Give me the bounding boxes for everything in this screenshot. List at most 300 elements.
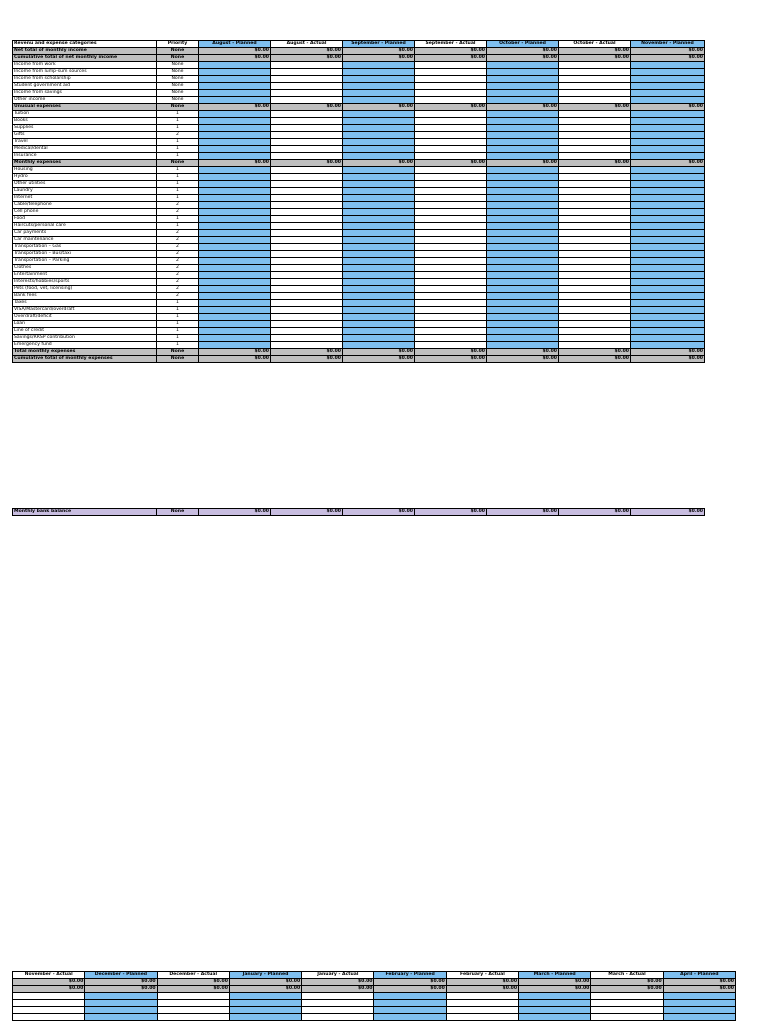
planned-cell[interactable] — [631, 223, 705, 230]
planned-cell[interactable] — [199, 293, 271, 300]
planned-cell[interactable] — [487, 111, 559, 118]
actual-cell[interactable] — [415, 244, 487, 251]
planned-cell[interactable] — [229, 1007, 301, 1014]
planned-cell[interactable] — [519, 1000, 591, 1007]
planned-cell[interactable] — [631, 62, 705, 69]
actual-cell[interactable] — [559, 167, 631, 174]
planned-cell[interactable] — [487, 97, 559, 104]
actual-cell[interactable] — [157, 1014, 229, 1021]
actual-cell[interactable] — [415, 321, 487, 328]
planned-cell[interactable] — [199, 118, 271, 125]
actual-cell[interactable] — [446, 1014, 518, 1021]
planned-cell[interactable] — [199, 188, 271, 195]
actual-cell[interactable] — [13, 993, 85, 1000]
actual-cell[interactable] — [559, 272, 631, 279]
actual-cell[interactable] — [271, 90, 343, 97]
actual-cell[interactable] — [302, 1000, 374, 1007]
actual-cell[interactable] — [559, 195, 631, 202]
actual-cell[interactable] — [415, 174, 487, 181]
actual-cell[interactable] — [415, 153, 487, 160]
actual-cell[interactable] — [415, 132, 487, 139]
planned-cell[interactable] — [199, 209, 271, 216]
actual-cell[interactable] — [271, 139, 343, 146]
planned-cell[interactable] — [374, 1014, 446, 1021]
priority-cell[interactable]: 1 — [157, 223, 199, 230]
planned-cell[interactable] — [631, 97, 705, 104]
actual-cell[interactable] — [559, 251, 631, 258]
planned-cell[interactable] — [487, 230, 559, 237]
planned-cell[interactable] — [343, 118, 415, 125]
planned-cell[interactable] — [343, 111, 415, 118]
planned-cell[interactable] — [487, 188, 559, 195]
actual-cell[interactable] — [559, 132, 631, 139]
planned-cell[interactable] — [631, 195, 705, 202]
priority-cell[interactable]: None — [157, 76, 199, 83]
planned-cell[interactable] — [199, 279, 271, 286]
planned-cell[interactable] — [199, 62, 271, 69]
actual-cell[interactable] — [559, 314, 631, 321]
planned-cell[interactable] — [199, 125, 271, 132]
planned-cell[interactable] — [487, 265, 559, 272]
actual-cell[interactable] — [415, 118, 487, 125]
planned-cell[interactable] — [343, 237, 415, 244]
priority-cell[interactable]: 2 — [157, 251, 199, 258]
actual-cell[interactable] — [559, 342, 631, 349]
planned-cell[interactable] — [631, 153, 705, 160]
actual-cell[interactable] — [415, 139, 487, 146]
priority-cell[interactable]: 1 — [157, 139, 199, 146]
planned-cell[interactable] — [199, 69, 271, 76]
planned-cell[interactable] — [487, 209, 559, 216]
planned-cell[interactable] — [631, 342, 705, 349]
priority-cell[interactable]: 1 — [157, 328, 199, 335]
planned-cell[interactable] — [343, 265, 415, 272]
planned-cell[interactable] — [343, 97, 415, 104]
planned-cell[interactable] — [343, 335, 415, 342]
actual-cell[interactable] — [271, 328, 343, 335]
planned-cell[interactable] — [229, 1000, 301, 1007]
planned-cell[interactable] — [663, 1014, 735, 1021]
priority-cell[interactable]: None — [157, 97, 199, 104]
priority-cell[interactable]: 1 — [157, 307, 199, 314]
planned-cell[interactable] — [199, 314, 271, 321]
planned-cell[interactable] — [199, 223, 271, 230]
actual-cell[interactable] — [415, 272, 487, 279]
actual-cell[interactable] — [271, 216, 343, 223]
priority-cell[interactable]: 1 — [157, 153, 199, 160]
actual-cell[interactable] — [271, 251, 343, 258]
planned-cell[interactable] — [487, 167, 559, 174]
planned-cell[interactable] — [487, 237, 559, 244]
actual-cell[interactable] — [271, 97, 343, 104]
planned-cell[interactable] — [487, 132, 559, 139]
actual-cell[interactable] — [157, 993, 229, 1000]
priority-cell[interactable]: 1 — [157, 335, 199, 342]
actual-cell[interactable] — [271, 265, 343, 272]
actual-cell[interactable] — [446, 1000, 518, 1007]
planned-cell[interactable] — [343, 216, 415, 223]
actual-cell[interactable] — [271, 321, 343, 328]
planned-cell[interactable] — [199, 216, 271, 223]
planned-cell[interactable] — [229, 993, 301, 1000]
actual-cell[interactable] — [415, 195, 487, 202]
planned-cell[interactable] — [343, 90, 415, 97]
planned-cell[interactable] — [631, 174, 705, 181]
planned-cell[interactable] — [199, 307, 271, 314]
actual-cell[interactable] — [415, 300, 487, 307]
actual-cell[interactable] — [559, 237, 631, 244]
planned-cell[interactable] — [199, 174, 271, 181]
actual-cell[interactable] — [591, 1007, 663, 1014]
actual-cell[interactable] — [415, 328, 487, 335]
priority-cell[interactable]: 1 — [157, 300, 199, 307]
planned-cell[interactable] — [487, 286, 559, 293]
planned-cell[interactable] — [487, 279, 559, 286]
actual-cell[interactable] — [13, 1000, 85, 1007]
priority-cell[interactable]: 2 — [157, 265, 199, 272]
planned-cell[interactable] — [487, 195, 559, 202]
planned-cell[interactable] — [631, 258, 705, 265]
planned-cell[interactable] — [199, 83, 271, 90]
priority-cell[interactable]: 1 — [157, 174, 199, 181]
planned-cell[interactable] — [487, 335, 559, 342]
planned-cell[interactable] — [343, 223, 415, 230]
planned-cell[interactable] — [85, 993, 157, 1000]
actual-cell[interactable] — [415, 258, 487, 265]
planned-cell[interactable] — [487, 342, 559, 349]
actual-cell[interactable] — [415, 251, 487, 258]
actual-cell[interactable] — [559, 153, 631, 160]
actual-cell[interactable] — [591, 1000, 663, 1007]
actual-cell[interactable] — [559, 335, 631, 342]
planned-cell[interactable] — [343, 83, 415, 90]
planned-cell[interactable] — [487, 202, 559, 209]
planned-cell[interactable] — [199, 244, 271, 251]
planned-cell[interactable] — [631, 244, 705, 251]
planned-cell[interactable] — [199, 90, 271, 97]
planned-cell[interactable] — [199, 202, 271, 209]
priority-cell[interactable]: None — [157, 62, 199, 69]
actual-cell[interactable] — [559, 97, 631, 104]
planned-cell[interactable] — [374, 993, 446, 1000]
planned-cell[interactable] — [663, 993, 735, 1000]
planned-cell[interactable] — [519, 1014, 591, 1021]
actual-cell[interactable] — [271, 300, 343, 307]
actual-cell[interactable] — [157, 1000, 229, 1007]
priority-cell[interactable]: None — [157, 83, 199, 90]
planned-cell[interactable] — [631, 272, 705, 279]
actual-cell[interactable] — [559, 216, 631, 223]
planned-cell[interactable] — [519, 1007, 591, 1014]
planned-cell[interactable] — [487, 328, 559, 335]
actual-cell[interactable] — [559, 223, 631, 230]
actual-cell[interactable] — [415, 307, 487, 314]
actual-cell[interactable] — [415, 335, 487, 342]
planned-cell[interactable] — [487, 244, 559, 251]
planned-cell[interactable] — [487, 321, 559, 328]
actual-cell[interactable] — [415, 125, 487, 132]
planned-cell[interactable] — [343, 251, 415, 258]
actual-cell[interactable] — [271, 62, 343, 69]
planned-cell[interactable] — [343, 202, 415, 209]
planned-cell[interactable] — [487, 76, 559, 83]
planned-cell[interactable] — [199, 167, 271, 174]
planned-cell[interactable] — [343, 153, 415, 160]
actual-cell[interactable] — [559, 90, 631, 97]
priority-cell[interactable]: 1 — [157, 146, 199, 153]
planned-cell[interactable] — [631, 321, 705, 328]
planned-cell[interactable] — [631, 111, 705, 118]
actual-cell[interactable] — [271, 76, 343, 83]
actual-cell[interactable] — [271, 279, 343, 286]
actual-cell[interactable] — [415, 69, 487, 76]
priority-cell[interactable]: 2 — [157, 132, 199, 139]
actual-cell[interactable] — [415, 62, 487, 69]
planned-cell[interactable] — [631, 139, 705, 146]
actual-cell[interactable] — [559, 202, 631, 209]
planned-cell[interactable] — [631, 76, 705, 83]
actual-cell[interactable] — [271, 83, 343, 90]
planned-cell[interactable] — [199, 342, 271, 349]
planned-cell[interactable] — [631, 251, 705, 258]
actual-cell[interactable] — [415, 90, 487, 97]
planned-cell[interactable] — [631, 132, 705, 139]
actual-cell[interactable] — [271, 181, 343, 188]
actual-cell[interactable] — [559, 76, 631, 83]
planned-cell[interactable] — [199, 300, 271, 307]
actual-cell[interactable] — [271, 146, 343, 153]
planned-cell[interactable] — [199, 132, 271, 139]
actual-cell[interactable] — [446, 1007, 518, 1014]
actual-cell[interactable] — [271, 167, 343, 174]
priority-cell[interactable]: 1 — [157, 125, 199, 132]
actual-cell[interactable] — [415, 216, 487, 223]
planned-cell[interactable] — [343, 328, 415, 335]
planned-cell[interactable] — [343, 258, 415, 265]
planned-cell[interactable] — [343, 174, 415, 181]
planned-cell[interactable] — [343, 76, 415, 83]
planned-cell[interactable] — [487, 139, 559, 146]
priority-cell[interactable]: 2 — [157, 258, 199, 265]
actual-cell[interactable] — [271, 132, 343, 139]
actual-cell[interactable] — [559, 300, 631, 307]
actual-cell[interactable] — [559, 265, 631, 272]
planned-cell[interactable] — [631, 167, 705, 174]
planned-cell[interactable] — [487, 307, 559, 314]
planned-cell[interactable] — [343, 132, 415, 139]
actual-cell[interactable] — [271, 307, 343, 314]
planned-cell[interactable] — [487, 125, 559, 132]
priority-cell[interactable]: None — [157, 104, 199, 111]
actual-cell[interactable] — [271, 293, 343, 300]
actual-cell[interactable] — [271, 244, 343, 251]
planned-cell[interactable] — [487, 223, 559, 230]
actual-cell[interactable] — [271, 111, 343, 118]
planned-cell[interactable] — [343, 342, 415, 349]
planned-cell[interactable] — [487, 69, 559, 76]
actual-cell[interactable] — [302, 1014, 374, 1021]
planned-cell[interactable] — [487, 216, 559, 223]
actual-cell[interactable] — [415, 83, 487, 90]
planned-cell[interactable] — [229, 1014, 301, 1021]
actual-cell[interactable] — [559, 111, 631, 118]
planned-cell[interactable] — [631, 314, 705, 321]
actual-cell[interactable] — [559, 209, 631, 216]
priority-cell[interactable]: 2 — [157, 286, 199, 293]
planned-cell[interactable] — [343, 286, 415, 293]
planned-cell[interactable] — [631, 279, 705, 286]
priority-cell[interactable]: 1 — [157, 111, 199, 118]
priority-cell[interactable]: 2 — [157, 272, 199, 279]
planned-cell[interactable] — [343, 62, 415, 69]
planned-cell[interactable] — [199, 97, 271, 104]
actual-cell[interactable] — [415, 237, 487, 244]
planned-cell[interactable] — [487, 181, 559, 188]
actual-cell[interactable] — [559, 146, 631, 153]
priority-cell[interactable]: None — [157, 48, 199, 55]
planned-cell[interactable] — [631, 237, 705, 244]
planned-cell[interactable] — [199, 146, 271, 153]
actual-cell[interactable] — [415, 286, 487, 293]
priority-cell[interactable]: 1 — [157, 321, 199, 328]
planned-cell[interactable] — [199, 181, 271, 188]
planned-cell[interactable] — [487, 83, 559, 90]
planned-cell[interactable] — [487, 293, 559, 300]
planned-cell[interactable] — [631, 328, 705, 335]
planned-cell[interactable] — [631, 146, 705, 153]
actual-cell[interactable] — [415, 146, 487, 153]
actual-cell[interactable] — [559, 307, 631, 314]
planned-cell[interactable] — [631, 181, 705, 188]
planned-cell[interactable] — [631, 202, 705, 209]
actual-cell[interactable] — [559, 118, 631, 125]
planned-cell[interactable] — [85, 1007, 157, 1014]
planned-cell[interactable] — [631, 188, 705, 195]
actual-cell[interactable] — [415, 230, 487, 237]
planned-cell[interactable] — [374, 1000, 446, 1007]
planned-cell[interactable] — [199, 265, 271, 272]
actual-cell[interactable] — [271, 188, 343, 195]
priority-cell[interactable]: None — [157, 55, 199, 62]
actual-cell[interactable] — [559, 244, 631, 251]
planned-cell[interactable] — [487, 174, 559, 181]
actual-cell[interactable] — [271, 125, 343, 132]
planned-cell[interactable] — [631, 300, 705, 307]
planned-cell[interactable] — [487, 258, 559, 265]
planned-cell[interactable] — [663, 1007, 735, 1014]
priority-cell[interactable]: 1 — [157, 342, 199, 349]
planned-cell[interactable] — [343, 293, 415, 300]
planned-cell[interactable] — [631, 307, 705, 314]
priority-cell[interactable]: 2 — [157, 279, 199, 286]
planned-cell[interactable] — [631, 118, 705, 125]
planned-cell[interactable] — [343, 195, 415, 202]
planned-cell[interactable] — [487, 300, 559, 307]
planned-cell[interactable] — [343, 139, 415, 146]
priority-cell[interactable]: 2 — [157, 237, 199, 244]
planned-cell[interactable] — [343, 125, 415, 132]
actual-cell[interactable] — [271, 230, 343, 237]
priority-cell[interactable]: 1 — [157, 188, 199, 195]
actual-cell[interactable] — [559, 328, 631, 335]
actual-cell[interactable] — [559, 321, 631, 328]
actual-cell[interactable] — [559, 83, 631, 90]
actual-cell[interactable] — [271, 237, 343, 244]
planned-cell[interactable] — [199, 251, 271, 258]
actual-cell[interactable] — [271, 69, 343, 76]
actual-cell[interactable] — [13, 1007, 85, 1014]
actual-cell[interactable] — [415, 76, 487, 83]
priority-cell[interactable]: None — [157, 349, 199, 356]
priority-cell[interactable]: 1 — [157, 195, 199, 202]
actual-cell[interactable] — [591, 1014, 663, 1021]
priority-cell[interactable]: 2 — [157, 293, 199, 300]
planned-cell[interactable] — [199, 321, 271, 328]
actual-cell[interactable] — [271, 118, 343, 125]
planned-cell[interactable] — [199, 272, 271, 279]
priority-cell[interactable]: None — [157, 90, 199, 97]
planned-cell[interactable] — [631, 335, 705, 342]
actual-cell[interactable] — [271, 314, 343, 321]
planned-cell[interactable] — [487, 251, 559, 258]
planned-cell[interactable] — [631, 265, 705, 272]
actual-cell[interactable] — [559, 174, 631, 181]
planned-cell[interactable] — [343, 244, 415, 251]
planned-cell[interactable] — [631, 286, 705, 293]
planned-cell[interactable] — [343, 181, 415, 188]
actual-cell[interactable] — [559, 62, 631, 69]
planned-cell[interactable] — [631, 216, 705, 223]
planned-cell[interactable] — [487, 153, 559, 160]
planned-cell[interactable] — [343, 272, 415, 279]
actual-cell[interactable] — [559, 181, 631, 188]
planned-cell[interactable] — [343, 230, 415, 237]
planned-cell[interactable] — [343, 307, 415, 314]
actual-cell[interactable] — [415, 265, 487, 272]
priority-cell[interactable]: None — [157, 356, 199, 363]
planned-cell[interactable] — [343, 167, 415, 174]
actual-cell[interactable] — [415, 111, 487, 118]
planned-cell[interactable] — [85, 1000, 157, 1007]
planned-cell[interactable] — [487, 314, 559, 321]
planned-cell[interactable] — [631, 69, 705, 76]
planned-cell[interactable] — [85, 1014, 157, 1021]
actual-cell[interactable] — [415, 167, 487, 174]
actual-cell[interactable] — [271, 258, 343, 265]
planned-cell[interactable] — [199, 230, 271, 237]
actual-cell[interactable] — [559, 230, 631, 237]
planned-cell[interactable] — [519, 993, 591, 1000]
planned-cell[interactable] — [199, 286, 271, 293]
priority-cell[interactable]: 2 — [157, 230, 199, 237]
actual-cell[interactable] — [271, 272, 343, 279]
planned-cell[interactable] — [343, 279, 415, 286]
actual-cell[interactable] — [415, 279, 487, 286]
planned-cell[interactable] — [199, 335, 271, 342]
planned-cell[interactable] — [374, 1007, 446, 1014]
actual-cell[interactable] — [302, 1007, 374, 1014]
actual-cell[interactable] — [415, 314, 487, 321]
actual-cell[interactable] — [415, 293, 487, 300]
priority-cell[interactable]: 1 — [157, 314, 199, 321]
actual-cell[interactable] — [302, 993, 374, 1000]
actual-cell[interactable] — [559, 279, 631, 286]
actual-cell[interactable] — [559, 69, 631, 76]
planned-cell[interactable] — [343, 321, 415, 328]
priority-cell[interactable]: 1 — [157, 181, 199, 188]
priority-cell[interactable]: 1 — [157, 118, 199, 125]
planned-cell[interactable] — [631, 293, 705, 300]
